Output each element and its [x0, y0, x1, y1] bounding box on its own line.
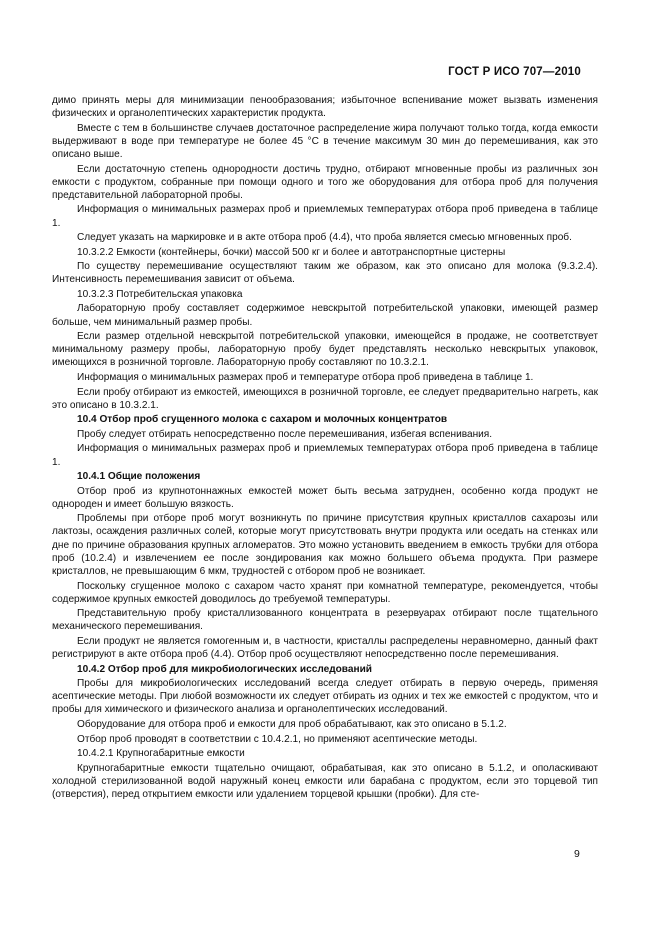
standard-designation: ГОСТ Р ИСО 707—2010 — [448, 66, 581, 78]
paragraph: Если размер отдельной невскрытой потребительской упаковки, имеющейся в продаже, не соответствует минимальному размеру пробы, лабораторную пробу будет представлять несколько невскрытых упаковок, имеющихся в розничной торговле. Лабораторную пробу составляют по 10.3.2.1. — [52, 331, 598, 369]
paragraph: Пробы для микробиологических исследований всегда следует отбирать в первую очередь, применяя асептические методы. При любой возможности их следует отбирать из одних и тех же емкостей с продуктом, что и пробы для химического и физического анализа и органолептических исследований. — [52, 678, 598, 716]
paragraph: Поскольку сгущенное молоко с сахаром часто хранят при комнатной температуре, рекомендуется, чтобы содержимое крупных емкостей доводилось до требуемой температуры. — [52, 580, 598, 605]
section-heading: 10.4.2 Отбор проб для микробиологических исследований — [77, 663, 372, 675]
paragraph: Лабораторную пробу составляет содержимое невскрытой потребительской упаковки, имеющей размер больше, чем минимальный размер пробы. — [52, 303, 598, 328]
paragraph: Если достаточную степень однородности достичь трудно, отбирают мгновенные пробы из различных зон емкости с продуктом, собранные при помощи одного и того же оборудования для отбора проб для получения представительной лабораторной пробы. — [52, 163, 598, 201]
document-body — [52, 94, 598, 803]
paragraph: Отбор проб из крупнотоннажных емкостей может быть весьма затруднен, особенно когда продукт не однороден и имеет большую вязкость. — [52, 485, 598, 510]
section-heading: 10.4 Отбор проб сгущенного молока с сахаром и молочных концентратов — [77, 414, 448, 426]
paragraph: Информация о минимальных размерах проб и температуре отбора проб приведена в таблице 1. — [77, 372, 534, 384]
paragraph: Следует указать на маркировке и в акте отбора проб (4.4), что проба является смесью мгновенных проб. — [77, 232, 572, 244]
paragraph: Информация о минимальных размерах проб и приемлемых температурах отбора проб приведена в таблице 1. — [52, 443, 598, 468]
paragraph: Если пробу отбирают из емкостей, имеющихся в розничной торговле, ее следует предварительно нагреть, как это описано в 10.3.2.1. — [52, 386, 598, 411]
paragraph: Оборудование для отбора проб и емкости для проб обрабатывают, как это описано в 5.1.2. — [77, 719, 507, 731]
paragraph: димо принять меры для минимизации пенообразования; избыточное вспенивание может вызвать изменения физических и органолептических характеристик продукта. — [52, 95, 598, 120]
paragraph: Вместе с тем в большинстве случаев достаточное распределение жира получают только тогда, когда емкости выдерживают в воде при температуре не более 45 °С в течение максимум 30 мин до перемешивания, как это описано выше. — [52, 122, 598, 161]
paragraph: Крупногабаритные емкости тщательно очищают, обрабатывая, как это описано в 5.1.2, и ополаскивают холодной стерилизованной водой наружный конец емкости или барабана с продуктом, если это торцевой тип (отверстия), перед открытием емкости или удалением торцевой крышки (пробки). Для сте- — [52, 762, 598, 800]
section-heading: 10.4.1 Общие положения — [77, 471, 201, 483]
paragraph: По существу перемешивание осуществляют таким же образом, как это описано для молока (9.3.2.4). Интенсивность перемешивания зависит от объема. — [52, 261, 598, 286]
page-number: 9 — [574, 848, 580, 860]
paragraph: Проблемы при отборе проб могут возникнуть по причине присутствия крупных кристаллов сахарозы или лактозы, осаждения различных солей, которые могут присутствовать внутри продукта или оседать на стенках или дне по причине образования крупных агломератов. Это можно установить введением в емкость трубки для отбора проб (10.2.4) и извлечением ее после зондирования как можно большего объема продукта. При размере кристаллов, не превышающим 6 мкм, трудностей с отбором проб не возникает. — [52, 513, 598, 577]
paragraph: 10.3.2.3 Потребительская упаковка — [77, 288, 243, 300]
paragraph: Если продукт не является гомогенным и, в частности, кристаллы распределены неравномерно, данный факт регистрируют в акте отбора проб (4.4). Отбор проб осуществляют непосредственно после перемешивания. — [52, 635, 598, 661]
paragraph: Представительную пробу кристаллизованного концентрата в резервуарах отбирают после тщательного механического перемешивания. — [52, 608, 598, 633]
paragraph: Информация о минимальных размерах проб и приемлемых температурах отбора проб приведена в таблице 1. — [52, 204, 598, 229]
paragraph: 10.3.2.2 Емкости (контейнеры, бочки) массой 500 кг и более и автотранспортные цистерны — [77, 246, 506, 258]
paragraph: Отбор проб проводят в соответствии с 10.4.2.1, но применяют асептические методы. — [77, 733, 478, 745]
paragraph: 10.4.2.1 Крупногабаритные емкости — [77, 748, 245, 760]
paragraph: Пробу следует отбирать непосредственно после перемешивания, избегая вспенивания. — [77, 428, 493, 440]
